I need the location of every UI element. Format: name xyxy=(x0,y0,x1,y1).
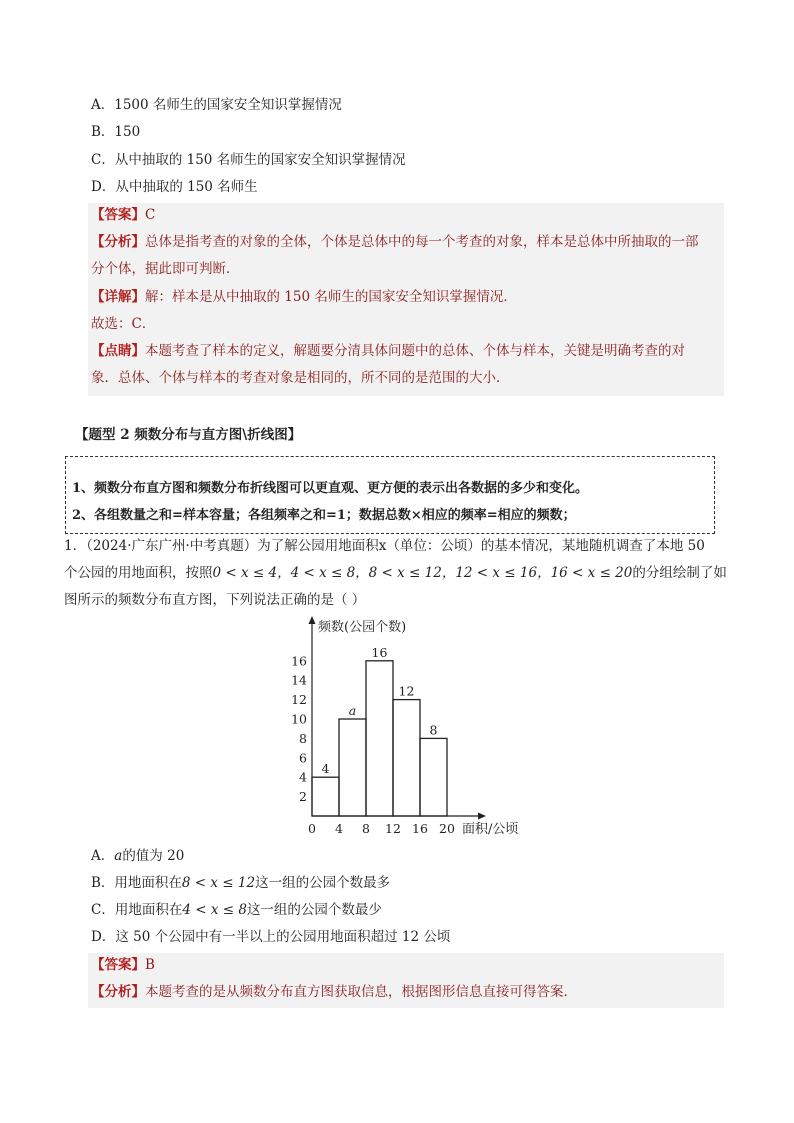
histogram-bar xyxy=(420,738,447,816)
histogram-chart xyxy=(275,613,535,838)
histogram-bar xyxy=(339,719,366,816)
q2-stem-line2 xyxy=(64,563,727,583)
q1-comment-cont: 象．总体、个体与样本的考查对象是相同的，所不同的是范围的大小． xyxy=(91,370,510,386)
q2-option-a-post: 的值为 20 xyxy=(122,848,185,864)
q1-choose: 故选：C． xyxy=(91,316,156,332)
x-tick-label: 4 xyxy=(335,821,343,836)
q1-option-b: B．150 xyxy=(91,124,141,140)
x-tick-label: 0 xyxy=(308,821,316,836)
q2-option-b xyxy=(91,873,390,893)
y-tick-label: 2 xyxy=(299,789,307,805)
section-title: 【题型 2 频数分布与直方图\折线图】 xyxy=(75,427,302,443)
detail-tag: 【详解】 xyxy=(91,289,145,305)
comment-tag: 【点睛】 xyxy=(91,343,145,359)
q2-option-a-pre: A． xyxy=(91,848,115,864)
q2-option-b-post: 这一组的公园个数最多 xyxy=(255,875,391,891)
analysis-tag: 【分析】 xyxy=(91,984,145,1000)
y-tick-label: 14 xyxy=(291,672,307,688)
q1-detail xyxy=(91,287,517,307)
analysis-tag: 【分析】 xyxy=(91,234,145,250)
q2-option-a xyxy=(91,846,184,866)
comment-text: 本题考查了样本的定义，解题要分清具体问题中的总体、个体与样本，关键是明确考查的对 xyxy=(145,343,685,359)
x-tick-label: 16 xyxy=(412,821,428,836)
x-tick-label: 12 xyxy=(385,821,401,836)
bar-data-label: 16 xyxy=(371,644,388,660)
analysis-text: 总体是指考查的对象的全体，个体是总体中的每一个考查的对象，样本是总体中所抽取的一部 xyxy=(145,234,699,250)
q2-option-c xyxy=(91,900,382,920)
answer-tag: 【答案】 xyxy=(91,957,145,973)
answer-value: C xyxy=(145,207,156,223)
tip-2: 2、各组数量之和=样本容量；各组频率之和=1；数据总数×相应的频率=相应的频数； xyxy=(72,508,576,523)
q2-option-a-math: a xyxy=(114,848,123,864)
histogram-bar xyxy=(312,777,339,816)
bar-data-label: 8 xyxy=(429,722,438,738)
y-tick-label: 10 xyxy=(291,711,307,727)
q1-answer xyxy=(91,205,155,225)
y-tick-label: 4 xyxy=(299,769,307,785)
y-axis-arrow xyxy=(309,616,316,624)
y-tick-label: 8 xyxy=(299,730,307,746)
bar-data-label: 4 xyxy=(321,761,330,777)
q2-option-c-math: 4 < x ≤ 8 xyxy=(182,902,247,918)
tip-1: 1、频数分布直方图和频数分布折线图可以更直观、更方便的表示出各数据的多少和变化。 xyxy=(72,481,589,496)
q1-analysis-cont: 分个体，据此即可判断． xyxy=(91,261,240,277)
q2-option-c-pre: C．用地面积在 xyxy=(91,902,183,918)
q2-option-b-math: 8 < x ≤ 12 xyxy=(181,875,256,891)
q2-stem-line1: 1．（2024·广东广州·中考真题）为了解公园用地面积x（单位：公顷）的基本情况，某地随机调查了本地 50 xyxy=(64,538,705,554)
y-tick-label: 6 xyxy=(299,750,307,766)
y-tick-label: 16 xyxy=(291,653,307,669)
y-axis-label: 频数(公园个数) xyxy=(318,620,407,635)
analysis-text: 本题考查的是从频数分布直方图获取信息，根据图形信息直接可得答案． xyxy=(145,984,577,1000)
q2-stem-pre: 个公园的用地面积，按照 xyxy=(64,565,213,581)
detail-text: 解：样本是从中抽取的 150 名师生的国家安全知识掌握情况． xyxy=(145,289,517,305)
q1-analysis xyxy=(91,232,699,252)
x-axis-label: 面积/公顷 xyxy=(462,822,519,837)
q2-analysis xyxy=(91,982,577,1002)
x-axis-arrow xyxy=(478,813,486,820)
q2-option-d: D．这 50 个公园中有一半以上的公园用地面积超过 12 公顷 xyxy=(91,929,451,945)
histogram-bar xyxy=(366,661,393,816)
q2-stem-math: 0 < x ≤ 4，4 < x ≤ 8，8 < x ≤ 12，12 < x ≤ 16，16 < x ≤ 20 xyxy=(212,565,633,581)
y-tick-label: 12 xyxy=(291,692,307,708)
bar-data-label: 12 xyxy=(398,683,415,699)
q2-option-c-post: 这一组的公园个数最少 xyxy=(246,902,382,918)
answer-value: B xyxy=(145,957,155,973)
x-tick-label: 8 xyxy=(362,821,370,836)
q2-stem-post: 的分组绘制了如 xyxy=(632,565,727,581)
q1-option-d: D．从中抽取的 150 名师生 xyxy=(91,179,258,195)
histogram-bar xyxy=(393,700,420,816)
q2-answer xyxy=(91,955,155,975)
q1-option-a: A．1500 名师生的国家安全知识掌握情况 xyxy=(91,97,342,113)
answer-tag: 【答案】 xyxy=(91,207,145,223)
x-tick-label: 20 xyxy=(439,821,455,836)
q1-option-c: C．从中抽取的 150 名师生的国家安全知识掌握情况 xyxy=(91,152,406,168)
q1-comment xyxy=(91,341,685,361)
bar-data-label: a xyxy=(348,703,357,718)
q2-option-b-pre: B．用地面积在 xyxy=(91,875,182,891)
q2-stem-line3: 图所示的频数分布直方图，下列说法正确的是（ ） xyxy=(64,592,366,608)
